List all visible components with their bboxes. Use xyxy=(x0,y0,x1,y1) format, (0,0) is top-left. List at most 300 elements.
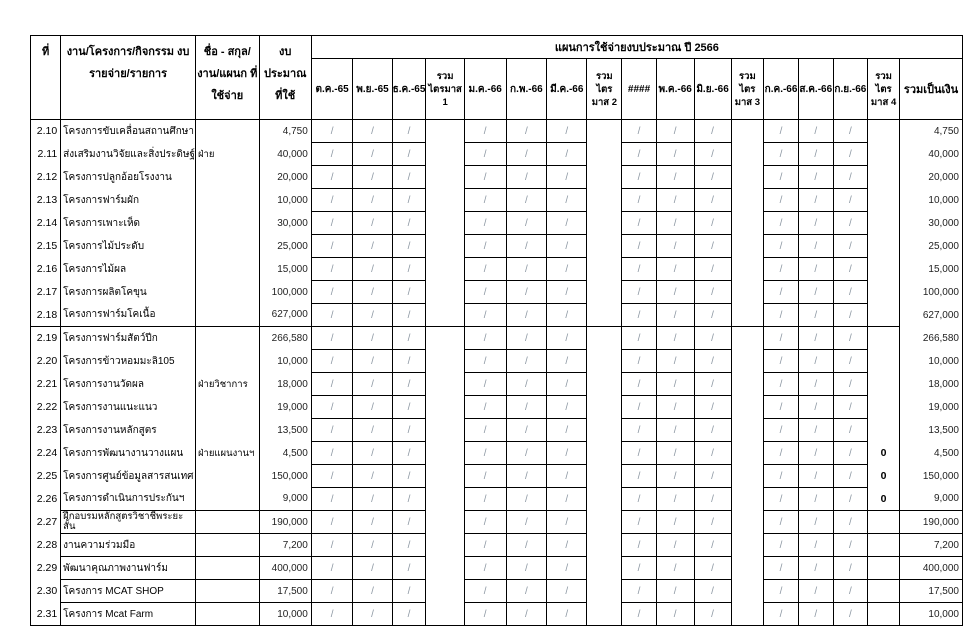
cell-row-number[interactable]: 2.16 xyxy=(31,258,61,281)
cell-quarter-3[interactable] xyxy=(731,350,764,373)
cell-month-aug[interactable]: / xyxy=(798,373,833,396)
cell-quarter-1[interactable] xyxy=(426,580,464,603)
header-month-may66[interactable]: พ.ค.-66 xyxy=(656,59,694,120)
cell-row-number[interactable]: 2.22 xyxy=(31,396,61,419)
cell-month-nov[interactable]: / xyxy=(353,396,392,419)
cell-department[interactable] xyxy=(195,580,259,603)
cell-month-feb[interactable]: / xyxy=(506,143,547,166)
cell-quarter-1[interactable] xyxy=(426,442,464,465)
cell-budget-amount[interactable]: 40,000 xyxy=(259,143,311,166)
cell-budget-amount[interactable]: 30,000 xyxy=(259,212,311,235)
cell-month-jun[interactable]: / xyxy=(694,120,731,143)
cell-quarter-2[interactable] xyxy=(587,304,622,327)
cell-quarter-3[interactable] xyxy=(731,465,764,488)
cell-quarter-1[interactable] xyxy=(426,212,464,235)
cell-quarter-1[interactable] xyxy=(426,603,464,626)
cell-month-sep[interactable]: / xyxy=(833,281,868,304)
cell-month-sep[interactable]: / xyxy=(833,488,868,511)
cell-quarter-1[interactable] xyxy=(426,189,464,212)
cell-month-oct[interactable]: / xyxy=(311,442,353,465)
cell-month-jul[interactable]: / xyxy=(764,189,799,212)
cell-month-may[interactable]: / xyxy=(656,488,694,511)
cell-month-jun[interactable]: / xyxy=(694,488,731,511)
cell-row-number[interactable]: 2.30 xyxy=(31,580,61,603)
cell-row-number[interactable]: 2.21 xyxy=(31,373,61,396)
cell-month-apr[interactable]: / xyxy=(622,120,656,143)
cell-month-feb[interactable]: / xyxy=(506,557,547,580)
cell-month-nov[interactable]: / xyxy=(353,258,392,281)
cell-month-dec[interactable]: / xyxy=(392,327,426,350)
cell-month-jun[interactable]: / xyxy=(694,304,731,327)
cell-month-jul[interactable]: / xyxy=(764,258,799,281)
cell-quarter-2[interactable] xyxy=(587,580,622,603)
cell-month-jul[interactable]: / xyxy=(764,143,799,166)
cell-month-apr[interactable]: / xyxy=(622,465,656,488)
cell-quarter-4[interactable] xyxy=(868,189,900,212)
cell-month-sep[interactable]: / xyxy=(833,143,868,166)
cell-month-dec[interactable]: / xyxy=(392,603,426,626)
cell-month-mar[interactable]: / xyxy=(547,396,587,419)
cell-month-oct[interactable]: / xyxy=(311,534,353,557)
cell-month-dec[interactable]: / xyxy=(392,143,426,166)
cell-month-nov[interactable]: / xyxy=(353,603,392,626)
cell-grand-total[interactable]: 30,000 xyxy=(900,212,963,235)
cell-month-sep[interactable]: / xyxy=(833,166,868,189)
cell-budget-amount[interactable]: 150,000 xyxy=(259,465,311,488)
cell-month-apr[interactable]: / xyxy=(622,235,656,258)
cell-month-apr[interactable]: / xyxy=(622,557,656,580)
cell-month-dec[interactable]: / xyxy=(392,511,426,534)
cell-quarter-1[interactable] xyxy=(426,281,464,304)
cell-month-oct[interactable]: / xyxy=(311,511,353,534)
cell-month-oct[interactable]: / xyxy=(311,488,353,511)
cell-month-jul[interactable]: / xyxy=(764,557,799,580)
cell-month-mar[interactable]: / xyxy=(547,442,587,465)
cell-quarter-4[interactable] xyxy=(868,327,900,350)
cell-project-name[interactable]: โครงการฟาร์มโคเนื้อ xyxy=(61,304,196,327)
cell-month-aug[interactable]: / xyxy=(798,580,833,603)
cell-month-apr[interactable]: / xyxy=(622,442,656,465)
cell-month-may[interactable]: / xyxy=(656,511,694,534)
cell-month-oct[interactable]: / xyxy=(311,281,353,304)
cell-month-jul[interactable]: / xyxy=(764,580,799,603)
cell-quarter-2[interactable] xyxy=(587,465,622,488)
cell-month-oct[interactable]: / xyxy=(311,580,353,603)
cell-budget-amount[interactable]: 9,000 xyxy=(259,488,311,511)
cell-month-jul[interactable]: / xyxy=(764,419,799,442)
cell-month-dec[interactable]: / xyxy=(392,534,426,557)
cell-month-may[interactable]: / xyxy=(656,419,694,442)
cell-department[interactable]: ฝ่ายวิชาการ xyxy=(195,373,259,396)
cell-month-aug[interactable]: / xyxy=(798,465,833,488)
cell-month-jun[interactable]: / xyxy=(694,557,731,580)
cell-month-aug[interactable]: / xyxy=(798,603,833,626)
cell-grand-total[interactable]: 10,000 xyxy=(900,603,963,626)
cell-grand-total[interactable]: 150,000 xyxy=(900,465,963,488)
cell-month-jan[interactable]: / xyxy=(464,488,506,511)
cell-quarter-1[interactable] xyxy=(426,488,464,511)
cell-department[interactable] xyxy=(195,327,259,350)
cell-month-feb[interactable]: / xyxy=(506,258,547,281)
cell-month-jan[interactable]: / xyxy=(464,534,506,557)
cell-month-dec[interactable]: / xyxy=(392,120,426,143)
cell-month-dec[interactable]: / xyxy=(392,281,426,304)
cell-quarter-1[interactable] xyxy=(426,511,464,534)
cell-row-number[interactable]: 2.18 xyxy=(31,304,61,327)
cell-month-nov[interactable]: / xyxy=(353,373,392,396)
cell-month-jun[interactable]: / xyxy=(694,189,731,212)
cell-month-mar[interactable]: / xyxy=(547,143,587,166)
cell-quarter-3[interactable] xyxy=(731,603,764,626)
cell-month-nov[interactable]: / xyxy=(353,580,392,603)
cell-month-apr[interactable]: / xyxy=(622,373,656,396)
cell-month-jul[interactable]: / xyxy=(764,488,799,511)
cell-row-number[interactable]: 2.14 xyxy=(31,212,61,235)
cell-month-nov[interactable]: / xyxy=(353,304,392,327)
cell-month-aug[interactable]: / xyxy=(798,166,833,189)
cell-budget-amount[interactable]: 4,750 xyxy=(259,120,311,143)
cell-month-jun[interactable]: / xyxy=(694,235,731,258)
cell-month-aug[interactable]: / xyxy=(798,557,833,580)
cell-department[interactable] xyxy=(195,350,259,373)
cell-month-feb[interactable]: / xyxy=(506,465,547,488)
cell-month-oct[interactable]: / xyxy=(311,603,353,626)
cell-project-name[interactable]: ส่งเสริมงานวิจัยและสิ่งประดิษฐ์ xyxy=(61,143,196,166)
header-quarter-3[interactable]: รวมไตร มาส 3 xyxy=(731,59,764,120)
cell-month-mar[interactable]: / xyxy=(547,327,587,350)
cell-month-jul[interactable]: / xyxy=(764,465,799,488)
cell-month-may[interactable]: / xyxy=(656,327,694,350)
cell-month-nov[interactable]: / xyxy=(353,143,392,166)
cell-month-sep[interactable]: / xyxy=(833,350,868,373)
cell-project-name[interactable]: โครงการดำเนินการประกันฯ xyxy=(61,488,196,511)
cell-quarter-1[interactable] xyxy=(426,465,464,488)
cell-quarter-2[interactable] xyxy=(587,488,622,511)
cell-month-jan[interactable]: / xyxy=(464,212,506,235)
cell-month-jan[interactable]: / xyxy=(464,143,506,166)
cell-row-number[interactable]: 2.31 xyxy=(31,603,61,626)
cell-month-mar[interactable]: / xyxy=(547,166,587,189)
cell-month-aug[interactable]: / xyxy=(798,258,833,281)
cell-month-feb[interactable]: / xyxy=(506,488,547,511)
cell-month-aug[interactable]: / xyxy=(798,235,833,258)
cell-department[interactable] xyxy=(195,281,259,304)
cell-month-feb[interactable]: / xyxy=(506,373,547,396)
header-row-number[interactable]: ที่ xyxy=(31,36,61,120)
cell-month-jan[interactable]: / xyxy=(464,235,506,258)
cell-month-jan[interactable]: / xyxy=(464,327,506,350)
cell-project-name[interactable]: โครงการงานหลักสูตร xyxy=(61,419,196,442)
cell-quarter-2[interactable] xyxy=(587,557,622,580)
cell-row-number[interactable]: 2.29 xyxy=(31,557,61,580)
cell-month-dec[interactable]: / xyxy=(392,373,426,396)
cell-month-aug[interactable]: / xyxy=(798,419,833,442)
cell-month-jun[interactable]: / xyxy=(694,396,731,419)
cell-month-jun[interactable]: / xyxy=(694,212,731,235)
cell-month-mar[interactable]: / xyxy=(547,212,587,235)
cell-month-jan[interactable]: / xyxy=(464,557,506,580)
cell-budget-amount[interactable]: 15,000 xyxy=(259,258,311,281)
cell-month-jun[interactable]: / xyxy=(694,143,731,166)
cell-quarter-3[interactable] xyxy=(731,580,764,603)
cell-month-jan[interactable]: / xyxy=(464,465,506,488)
cell-project-name[interactable]: พัฒนาคุณภาพงานฟาร์ม xyxy=(61,557,196,580)
cell-quarter-4[interactable]: 0 xyxy=(868,442,900,465)
cell-grand-total[interactable]: 4,750 xyxy=(900,120,963,143)
cell-month-jan[interactable]: / xyxy=(464,281,506,304)
cell-quarter-4[interactable]: 0 xyxy=(868,465,900,488)
cell-row-number[interactable]: 2.20 xyxy=(31,350,61,373)
cell-month-nov[interactable]: / xyxy=(353,281,392,304)
cell-month-feb[interactable]: / xyxy=(506,511,547,534)
cell-quarter-4[interactable] xyxy=(868,143,900,166)
cell-project-name[interactable]: โครงการงานแนะแนว xyxy=(61,396,196,419)
cell-month-nov[interactable]: / xyxy=(353,212,392,235)
cell-row-number[interactable]: 2.12 xyxy=(31,166,61,189)
header-quarter-2[interactable]: รวมไตร มาส 2 xyxy=(587,59,622,120)
cell-grand-total[interactable]: 4,500 xyxy=(900,442,963,465)
cell-month-feb[interactable]: / xyxy=(506,350,547,373)
cell-month-apr[interactable]: / xyxy=(622,258,656,281)
cell-month-apr[interactable]: / xyxy=(622,396,656,419)
cell-month-aug[interactable]: / xyxy=(798,511,833,534)
cell-project-name[interactable]: โครงการงานวัดผล xyxy=(61,373,196,396)
cell-month-jan[interactable]: / xyxy=(464,580,506,603)
cell-month-jan[interactable]: / xyxy=(464,189,506,212)
cell-quarter-3[interactable] xyxy=(731,120,764,143)
cell-month-jul[interactable]: / xyxy=(764,350,799,373)
cell-quarter-4[interactable] xyxy=(868,120,900,143)
cell-department[interactable] xyxy=(195,189,259,212)
cell-month-apr[interactable]: / xyxy=(622,534,656,557)
cell-month-dec[interactable]: / xyxy=(392,189,426,212)
cell-quarter-1[interactable] xyxy=(426,304,464,327)
cell-budget-amount[interactable]: 20,000 xyxy=(259,166,311,189)
cell-row-number[interactable]: 2.10 xyxy=(31,120,61,143)
cell-month-mar[interactable]: / xyxy=(547,488,587,511)
cell-month-jun[interactable]: / xyxy=(694,166,731,189)
header-quarter-1[interactable]: รวม ไตรมาส 1 xyxy=(426,59,464,120)
cell-month-oct[interactable]: / xyxy=(311,419,353,442)
cell-row-number[interactable]: 2.23 xyxy=(31,419,61,442)
cell-department[interactable]: ฝ่ายแผนงานฯ xyxy=(195,442,259,465)
cell-grand-total[interactable]: 266,580 xyxy=(900,327,963,350)
cell-month-apr[interactable]: / xyxy=(622,189,656,212)
cell-month-may[interactable]: / xyxy=(656,396,694,419)
cell-project-name[interactable]: โครงการผลิตโคขุน xyxy=(61,281,196,304)
cell-month-dec[interactable]: / xyxy=(392,580,426,603)
cell-quarter-2[interactable] xyxy=(587,396,622,419)
cell-month-nov[interactable]: / xyxy=(353,235,392,258)
cell-quarter-4[interactable]: 0 xyxy=(868,488,900,511)
cell-quarter-2[interactable] xyxy=(587,442,622,465)
cell-quarter-3[interactable] xyxy=(731,281,764,304)
cell-month-jul[interactable]: / xyxy=(764,511,799,534)
cell-month-jan[interactable]: / xyxy=(464,120,506,143)
cell-project-name[interactable]: โครงการปลูกอ้อยโรงงาน xyxy=(61,166,196,189)
header-month-jul66[interactable]: ก.ค.-66 xyxy=(764,59,799,120)
cell-month-may[interactable]: / xyxy=(656,304,694,327)
cell-quarter-2[interactable] xyxy=(587,350,622,373)
cell-month-feb[interactable]: / xyxy=(506,235,547,258)
cell-department[interactable] xyxy=(195,557,259,580)
cell-quarter-3[interactable] xyxy=(731,166,764,189)
cell-quarter-4[interactable] xyxy=(868,580,900,603)
cell-month-aug[interactable]: / xyxy=(798,304,833,327)
cell-budget-amount[interactable]: 25,000 xyxy=(259,235,311,258)
cell-month-sep[interactable]: / xyxy=(833,419,868,442)
cell-month-aug[interactable]: / xyxy=(798,442,833,465)
cell-budget-amount[interactable]: 10,000 xyxy=(259,603,311,626)
cell-department[interactable] xyxy=(195,304,259,327)
cell-grand-total[interactable]: 18,000 xyxy=(900,373,963,396)
cell-month-aug[interactable]: / xyxy=(798,488,833,511)
cell-quarter-4[interactable] xyxy=(868,235,900,258)
cell-month-jan[interactable]: / xyxy=(464,373,506,396)
cell-quarter-3[interactable] xyxy=(731,189,764,212)
cell-row-number[interactable]: 2.26 xyxy=(31,488,61,511)
cell-department[interactable] xyxy=(195,235,259,258)
cell-month-nov[interactable]: / xyxy=(353,534,392,557)
cell-month-may[interactable]: / xyxy=(656,373,694,396)
cell-month-may[interactable]: / xyxy=(656,212,694,235)
cell-project-name[interactable]: งานความร่วมมือ xyxy=(61,534,196,557)
cell-department[interactable] xyxy=(195,166,259,189)
cell-quarter-4[interactable] xyxy=(868,212,900,235)
cell-month-oct[interactable]: / xyxy=(311,235,353,258)
cell-budget-amount[interactable]: 190,000 xyxy=(259,511,311,534)
cell-month-feb[interactable]: / xyxy=(506,304,547,327)
cell-department[interactable]: ฝ่าย xyxy=(195,143,259,166)
cell-quarter-1[interactable] xyxy=(426,350,464,373)
header-budget[interactable]: งบประมาณ ที่ใช้ xyxy=(259,36,311,120)
cell-month-apr[interactable]: / xyxy=(622,166,656,189)
cell-month-jul[interactable]: / xyxy=(764,534,799,557)
header-quarter-4[interactable]: รวม ไตร มาส 4 xyxy=(868,59,900,120)
cell-month-apr[interactable]: / xyxy=(622,143,656,166)
cell-quarter-4[interactable] xyxy=(868,511,900,534)
cell-month-mar[interactable]: / xyxy=(547,189,587,212)
cell-budget-amount[interactable]: 4,500 xyxy=(259,442,311,465)
cell-month-mar[interactable]: / xyxy=(547,258,587,281)
cell-quarter-3[interactable] xyxy=(731,488,764,511)
cell-department[interactable] xyxy=(195,419,259,442)
cell-month-dec[interactable]: / xyxy=(392,235,426,258)
cell-month-jun[interactable]: / xyxy=(694,465,731,488)
cell-department[interactable] xyxy=(195,258,259,281)
cell-month-jun[interactable]: / xyxy=(694,511,731,534)
cell-month-feb[interactable]: / xyxy=(506,120,547,143)
cell-quarter-3[interactable] xyxy=(731,143,764,166)
cell-month-apr[interactable]: / xyxy=(622,212,656,235)
cell-month-jul[interactable]: / xyxy=(764,603,799,626)
header-month-sep66[interactable]: ก.ย.-66 xyxy=(833,59,868,120)
cell-month-oct[interactable]: / xyxy=(311,189,353,212)
cell-month-sep[interactable]: / xyxy=(833,557,868,580)
cell-department[interactable] xyxy=(195,488,259,511)
cell-month-apr[interactable]: / xyxy=(622,419,656,442)
cell-month-may[interactable]: / xyxy=(656,281,694,304)
cell-department[interactable] xyxy=(195,120,259,143)
cell-month-jun[interactable]: / xyxy=(694,580,731,603)
cell-month-mar[interactable]: / xyxy=(547,373,587,396)
cell-month-oct[interactable]: / xyxy=(311,166,353,189)
header-month-dec65[interactable]: ธ.ค.-65 xyxy=(392,59,426,120)
cell-row-number[interactable]: 2.27 xyxy=(31,511,61,534)
cell-month-sep[interactable]: / xyxy=(833,258,868,281)
cell-row-number[interactable]: 2.25 xyxy=(31,465,61,488)
cell-quarter-3[interactable] xyxy=(731,557,764,580)
cell-month-nov[interactable]: / xyxy=(353,166,392,189)
cell-month-sep[interactable]: / xyxy=(833,120,868,143)
cell-month-oct[interactable]: / xyxy=(311,396,353,419)
cell-quarter-1[interactable] xyxy=(426,258,464,281)
cell-month-feb[interactable]: / xyxy=(506,419,547,442)
cell-month-mar[interactable]: / xyxy=(547,511,587,534)
cell-month-apr[interactable]: / xyxy=(622,511,656,534)
cell-month-jan[interactable]: / xyxy=(464,258,506,281)
cell-budget-amount[interactable]: 13,500 xyxy=(259,419,311,442)
cell-grand-total[interactable]: 15,000 xyxy=(900,258,963,281)
cell-month-apr[interactable]: / xyxy=(622,304,656,327)
cell-month-aug[interactable]: / xyxy=(798,534,833,557)
cell-month-mar[interactable]: / xyxy=(547,603,587,626)
cell-month-mar[interactable]: / xyxy=(547,120,587,143)
cell-quarter-2[interactable] xyxy=(587,143,622,166)
cell-department[interactable] xyxy=(195,212,259,235)
cell-project-name[interactable]: โครงการ Mcat Farm xyxy=(61,603,196,626)
cell-quarter-3[interactable] xyxy=(731,442,764,465)
cell-project-name[interactable]: โครงการพัฒนางานวางแผน xyxy=(61,442,196,465)
cell-quarter-1[interactable] xyxy=(426,120,464,143)
header-month-aug66[interactable]: ส.ค.-66 xyxy=(798,59,833,120)
cell-month-may[interactable]: / xyxy=(656,235,694,258)
cell-month-nov[interactable]: / xyxy=(353,511,392,534)
cell-row-number[interactable]: 2.13 xyxy=(31,189,61,212)
cell-quarter-3[interactable] xyxy=(731,327,764,350)
cell-month-mar[interactable]: / xyxy=(547,557,587,580)
cell-month-mar[interactable]: / xyxy=(547,419,587,442)
cell-month-feb[interactable]: / xyxy=(506,603,547,626)
cell-quarter-2[interactable] xyxy=(587,534,622,557)
cell-quarter-4[interactable] xyxy=(868,396,900,419)
cell-grand-total[interactable]: 190,000 xyxy=(900,511,963,534)
cell-month-feb[interactable]: / xyxy=(506,189,547,212)
cell-month-jun[interactable]: / xyxy=(694,373,731,396)
cell-quarter-3[interactable] xyxy=(731,258,764,281)
cell-month-jun[interactable]: / xyxy=(694,419,731,442)
cell-project-name[interactable]: โครงการฟาร์มสัตว์ปีก xyxy=(61,327,196,350)
cell-budget-amount[interactable]: 17,500 xyxy=(259,580,311,603)
cell-quarter-2[interactable] xyxy=(587,603,622,626)
cell-month-sep[interactable]: / xyxy=(833,580,868,603)
cell-quarter-3[interactable] xyxy=(731,419,764,442)
cell-month-jun[interactable]: / xyxy=(694,534,731,557)
cell-month-dec[interactable]: / xyxy=(392,350,426,373)
cell-month-jan[interactable]: / xyxy=(464,419,506,442)
cell-budget-amount[interactable]: 7,200 xyxy=(259,534,311,557)
cell-quarter-4[interactable] xyxy=(868,281,900,304)
header-project[interactable]: งาน/โครงการ/กิจกรรม งบรายจ่าย/รายการ xyxy=(61,36,196,120)
cell-month-nov[interactable]: / xyxy=(353,488,392,511)
cell-month-jul[interactable]: / xyxy=(764,396,799,419)
cell-quarter-3[interactable] xyxy=(731,534,764,557)
cell-quarter-2[interactable] xyxy=(587,235,622,258)
cell-quarter-4[interactable] xyxy=(868,419,900,442)
cell-month-sep[interactable]: / xyxy=(833,465,868,488)
cell-row-number[interactable]: 2.24 xyxy=(31,442,61,465)
header-month-nov65[interactable]: พ.ย.-65 xyxy=(353,59,392,120)
